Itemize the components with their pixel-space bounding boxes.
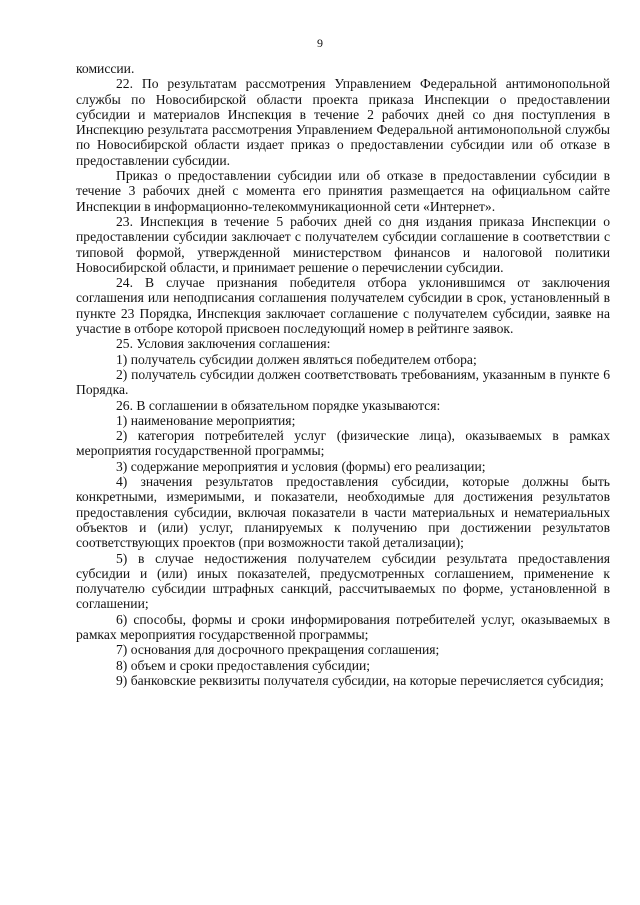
- paragraph: 23. Инспекция в течение 5 рабочих дней со дня издания приказа Инспекции о предоставлении субсидии заключает с получателем субсидии соглашение в соответствии с типовой формой, утвержденной министерством финансов и налоговой политики Новосибирской области, и принимает решение о перечислении субсидии.: [76, 213, 610, 275]
- paragraph: 4) значения результатов предоставления субсидии, которые должны быть конкретными, измеримыми, и показатели, необходимые для достижения результатов предоставления субсидии, включая показатели в части материальных и нематериальных объектов и (или) услуг, планируемых к получению при достижении результатов соответствующих проектов (при возможности такой детализации);: [76, 474, 610, 551]
- paragraph: 3) содержание мероприятия и условия (формы) его реализации;: [116, 458, 486, 474]
- paragraph: комиссии.: [76, 61, 135, 76]
- paragraph: 8) объем и сроки предоставления субсидии;: [116, 657, 371, 673]
- paragraph: 1) наименование мероприятия;: [116, 412, 296, 428]
- paragraph: 2) категория потребителей услуг (физические лица), оказываемых в рамках мероприятия государственной программы;: [76, 428, 610, 459]
- document-body: [76, 61, 610, 688]
- paragraph: 6) способы, формы и сроки информирования потребителей услуг, оказываемых в рамках мероприятия государственной программы;: [76, 611, 610, 642]
- page-number: 9: [317, 36, 323, 50]
- paragraph: 5) в случае недостижения получателем субсидии результата предоставления субсидии и (или) иных показателей, предусмотренных соглашением, применение к получателю субсидии штрафных санкций, рассчитываемых по форме, установленной в соглашении;: [76, 550, 610, 612]
- paragraph: 7) основания для досрочного прекращения соглашения;: [116, 642, 440, 658]
- paragraph: Приказ о предоставлении субсидии или об отказе в предоставлении субсидии в течение 3 рабочих дней с момента его принятия размещается на официальном сайте Инспекции в информационно-телекоммуникационной сети «Интернет».: [76, 168, 610, 214]
- paragraph: 1) получатель субсидии должен являться победителем отбора;: [116, 351, 477, 367]
- paragraph: 24. В случае признания победителя отбора уклонившимся от заключения соглашения или неподписания соглашения получателем субсидии в срок, установленный в пункте 23 Порядка, Инспекция заключает соглашение с получателем субсидии, заявке на участие в отборе которой присвоен последующий номер в рейтинге заявок.: [76, 275, 610, 337]
- paragraph: 9) банковские реквизиты получателя субсидии, на которые перечисляется субсидия;: [116, 672, 604, 688]
- paragraph: 25. Условия заключения соглашения:: [116, 336, 331, 352]
- paragraph: 26. В соглашении в обязательном порядке указываются:: [116, 397, 441, 413]
- paragraph: 2) получатель субсидии должен соответствовать требованиям, указанным в пункте 6 Порядка.: [76, 366, 610, 398]
- paragraph: 22. По результатам рассмотрения Управлением Федеральной антимонопольной службы по Новосибирской области проекта приказа Инспекции о предоставлении субсидии и материалов Инспекция в течение 2 рабочих дней со дня поступления в Инспекцию результата рассмотрения Управлением Федеральной антимонопольной службы по Новосибирской области издает приказ о предоставлении субсидии или об отказе в предоставлении субсидии.: [76, 76, 610, 168]
